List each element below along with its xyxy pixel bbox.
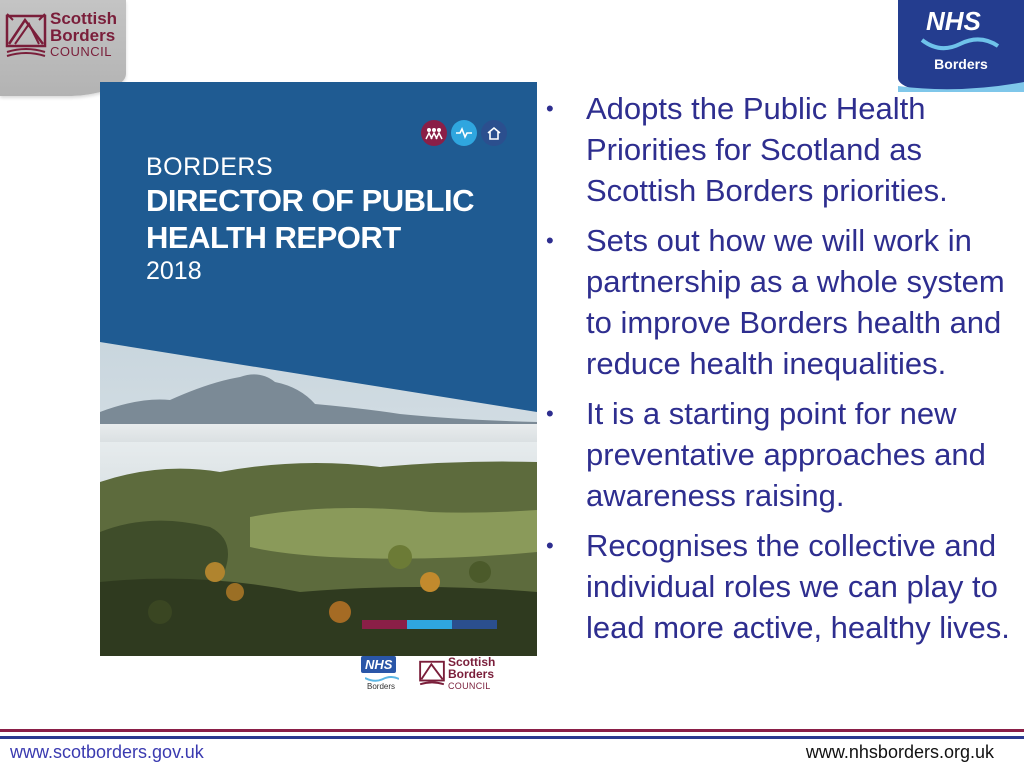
- strip-light-blue: [407, 620, 452, 629]
- bullet-item: [546, 525, 1016, 648]
- footer-divider-blue: [0, 736, 1024, 739]
- bullet-item: [546, 88, 1016, 211]
- cover-nhs-sub: Borders: [367, 682, 396, 691]
- bullet-text: Adopts the Public Health Priorities for Scotland as Scottish Borders priorities.: [586, 91, 948, 208]
- people-icon: [421, 120, 447, 146]
- bullet-dot-icon: •: [546, 533, 554, 558]
- cover-council-name: [448, 656, 495, 692]
- bullet-item: [546, 393, 1016, 516]
- footer-divider-maroon: [0, 729, 1024, 732]
- report-cover-image: [100, 82, 537, 656]
- cover-color-strips: [362, 620, 497, 629]
- bullet-dot-icon: •: [546, 96, 554, 121]
- misty-landscape-photo: [100, 342, 537, 656]
- cover-title: [146, 152, 474, 286]
- council-name-line2: Borders: [50, 26, 116, 45]
- bullet-dot-icon: •: [546, 401, 554, 426]
- cover-council-line2: Borders: [448, 667, 495, 681]
- strip-dark-blue: [452, 620, 497, 629]
- council-name-line1: Scottish: [50, 9, 118, 28]
- cover-bottom-logos: [100, 656, 537, 718]
- council-name-line3: COUNCIL: [50, 44, 113, 59]
- bullet-text: Sets out how we will work in partnership as a whole system to improve Borders health and reduce health inequalities.: [586, 223, 1005, 381]
- bullet-text: Recognises the collective and individual roles we can play to lead more active, healthy lives.: [586, 528, 1010, 645]
- heartbeat-icon: [451, 120, 477, 146]
- cover-council-crest-icon: [418, 658, 446, 688]
- council-name: [50, 10, 117, 60]
- bullet-dot-icon: •: [546, 228, 554, 253]
- council-crest-icon: [5, 10, 47, 58]
- cover-title-line3: HEALTH REPORT: [146, 220, 401, 255]
- nhs-website-link[interactable]: www.nhsborders.org.uk: [805, 742, 994, 762]
- home-icon: [481, 120, 507, 146]
- cover-icon-group: [421, 120, 507, 146]
- cover-nhs-wordmark: NHS: [361, 656, 396, 673]
- strip-maroon: [362, 620, 407, 629]
- cover-title-line2: DIRECTOR OF PUBLIC: [146, 183, 474, 218]
- nhs-sub-label: Borders: [934, 56, 988, 72]
- cover-council-line3: COUNCIL: [448, 681, 491, 691]
- cover-nhs-logo: [361, 656, 407, 700]
- bullet-item: [546, 220, 1016, 384]
- bullet-text: It is a starting point for new preventative approaches and awareness raising.: [586, 396, 986, 513]
- cover-year: 2018: [146, 257, 202, 285]
- cover-title-line1: BORDERS: [146, 153, 274, 181]
- nhs-borders-logo: [898, 0, 1024, 92]
- council-website-link[interactable]: www.scotborders.gov.uk: [10, 742, 204, 762]
- nhs-wave-icon: [920, 36, 1000, 52]
- priorities-bullet-list: [546, 88, 1016, 657]
- cover-council-line1: Scottish: [448, 655, 496, 669]
- cover-council-logo: [418, 656, 508, 700]
- nhs-wordmark: NHS: [926, 6, 981, 36]
